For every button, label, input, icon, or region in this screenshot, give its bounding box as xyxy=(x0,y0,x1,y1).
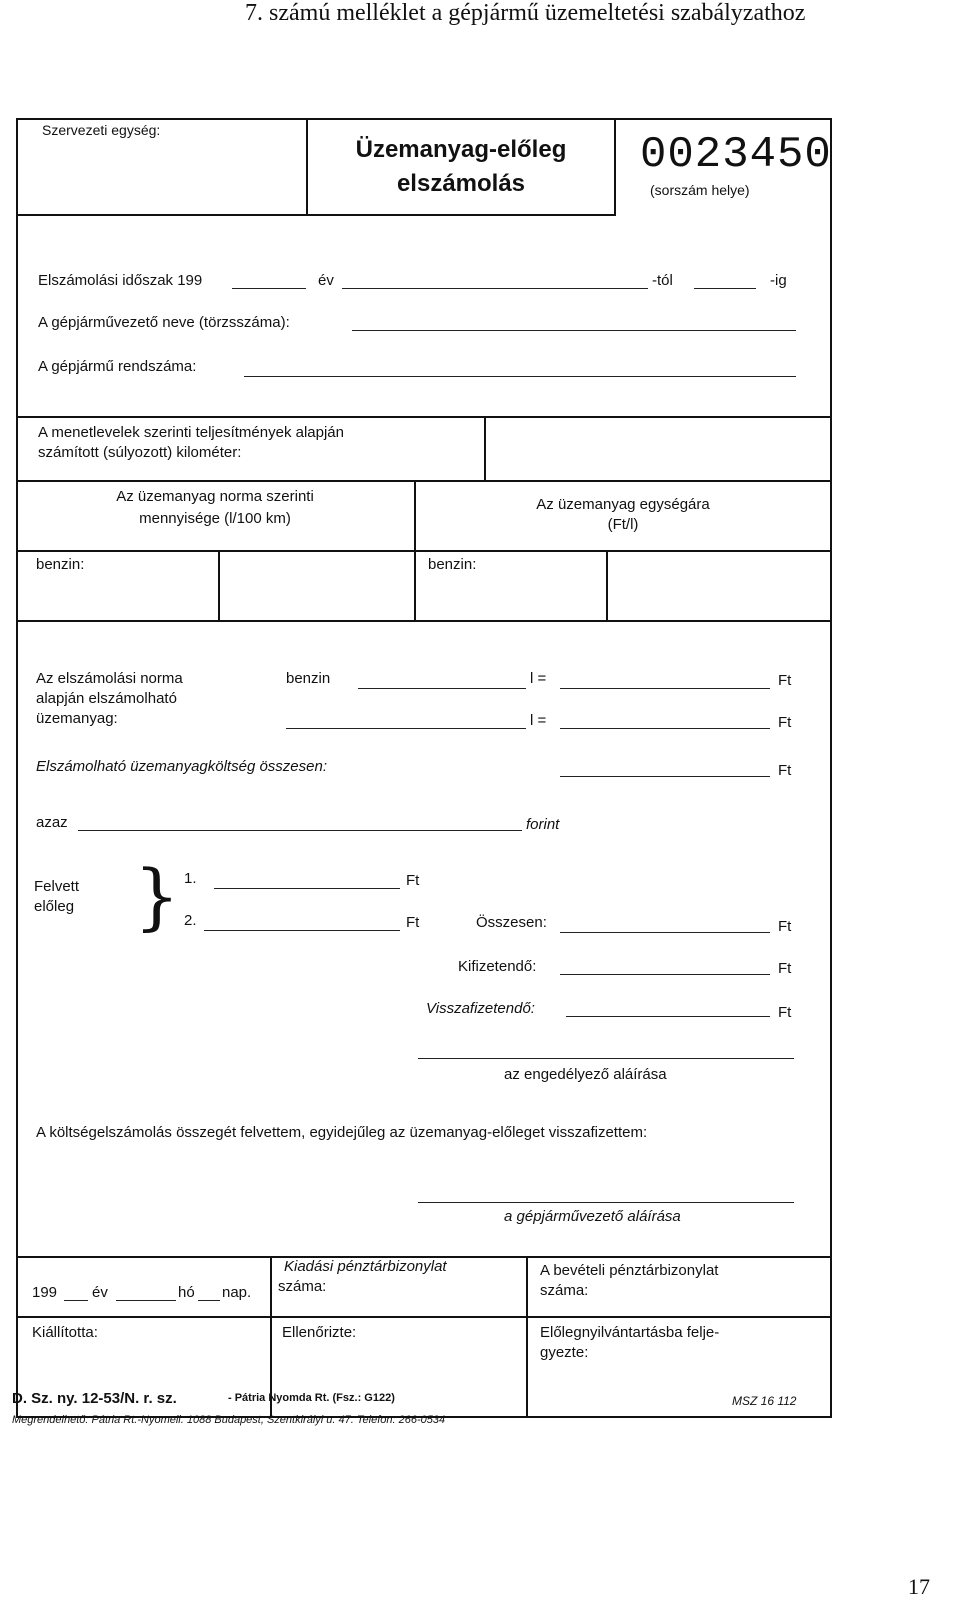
payout-voucher-label-line1: Kiadási pénztárbizonylat xyxy=(284,1258,447,1275)
benzin-norm-label: benzin: xyxy=(36,556,85,573)
ft-3: Ft xyxy=(778,762,792,779)
period-year-line[interactable] xyxy=(232,288,306,289)
payout-voucher-label-line2: száma: xyxy=(278,1278,327,1295)
settle-label-line3: üzemanyag: xyxy=(36,710,118,727)
plate-line[interactable] xyxy=(244,376,796,377)
refund-label: Visszafizetendő: xyxy=(426,1000,535,1017)
date-day-line[interactable] xyxy=(198,1300,220,1301)
km-label-line2: számított (súlyozott) kilométer: xyxy=(38,444,242,461)
title-divider-left xyxy=(306,118,308,216)
ft-payable: Ft xyxy=(778,960,792,977)
approver-signature-caption: az engedélyező aláírása xyxy=(504,1066,667,1083)
norm-table-bottom xyxy=(16,620,832,622)
settle-benzin-ft-line[interactable] xyxy=(560,688,770,689)
form-title-line1: Üzemanyag-előleg xyxy=(355,136,567,163)
approver-signature-line[interactable] xyxy=(418,1058,794,1059)
payable-label: Kifizetendő: xyxy=(458,958,537,975)
advance-2-label: 2. xyxy=(184,912,197,929)
serial-caption: (sorszám helye) xyxy=(650,182,750,198)
statement-text: A költségelszámolás összegét felvettem, egyidejűleg az üzemanyag-előleget visszafizettem: xyxy=(36,1124,648,1141)
driver-signature-caption: a gépjárművezető aláírása xyxy=(504,1208,681,1225)
issuer-label: Kiállította: xyxy=(32,1324,98,1341)
serial-number: 0023450 xyxy=(640,130,832,180)
settle-other-qty-line[interactable] xyxy=(286,728,526,729)
page-number: 17 xyxy=(908,1574,930,1599)
date-day-label: nap. xyxy=(222,1284,252,1301)
printer-info: - Pátria Nyomda Rt. (Fsz.: G122) xyxy=(228,1392,395,1404)
ft-1: Ft xyxy=(778,672,792,689)
advance-1-label: 1. xyxy=(184,870,197,887)
price-value-divider xyxy=(606,550,608,620)
km-top-line xyxy=(16,416,832,418)
advance-1-line[interactable] xyxy=(214,888,400,889)
advance-label-line2: előleg xyxy=(34,898,75,915)
settle-label-line2: alapján elszámolható xyxy=(36,690,177,707)
total-label: Összesen: xyxy=(476,914,547,931)
order-info: Megrendelhető: Pátria Rt.-Nyomeli. 1088 Budapest, Szentkirályi u. 47. Telefon: 266-0534 xyxy=(12,1414,446,1426)
liter-eq-2: l = xyxy=(530,712,547,729)
advance-label-line1: Felvett xyxy=(34,878,80,895)
driver-name-line[interactable] xyxy=(352,330,796,331)
price-header-line1: Az üzemanyag egységára xyxy=(536,496,710,513)
norm-value-divider xyxy=(218,550,220,620)
advance-2-line[interactable] xyxy=(204,930,400,931)
checked-by-label: Ellenőrizte: xyxy=(282,1324,357,1341)
form-title-line2: elszámolás xyxy=(396,170,526,197)
driver-label: A gépjárművezető neve (törzsszáma): xyxy=(38,314,290,331)
receipt-voucher-label-line2: száma: xyxy=(540,1282,589,1299)
period-label: Elszámolási időszak 199 xyxy=(38,272,203,289)
azaz-label: azaz xyxy=(36,814,68,831)
date-month-line[interactable] xyxy=(116,1300,176,1301)
km-label-line1: A menetlevelek szerinti teljesítmények alapján xyxy=(38,424,344,441)
norm-table-top xyxy=(16,480,832,482)
ft-advance-1: Ft xyxy=(406,872,420,889)
km-divider xyxy=(484,416,486,480)
refund-line[interactable] xyxy=(566,1016,770,1017)
period-year-label: év xyxy=(318,272,334,289)
bottom-grid-middle xyxy=(16,1316,832,1318)
date-year-line[interactable] xyxy=(64,1300,88,1301)
brace-icon: } xyxy=(134,854,180,938)
form-code: D. Sz. ny. 12-53/N. r. sz. xyxy=(12,1390,177,1407)
amount-in-words-line[interactable] xyxy=(78,830,522,831)
date-year-label: év xyxy=(92,1284,108,1301)
ft-total: Ft xyxy=(778,918,792,935)
forint-label: forint xyxy=(526,816,560,833)
settle-benzin-qty-line[interactable] xyxy=(358,688,526,689)
bottom-grid-col2 xyxy=(526,1256,528,1416)
ledger-label-line1: Előlegnyilvántartásba felje- xyxy=(540,1324,720,1341)
org-unit-label: Szervezeti egység: xyxy=(42,122,161,138)
title-bottom-line xyxy=(16,214,614,216)
ledger-label-line2: gyezte: xyxy=(540,1344,589,1361)
settle-other-ft-line[interactable] xyxy=(560,728,770,729)
plate-label: A gépjármű rendszáma: xyxy=(38,358,197,375)
total-cost-line[interactable] xyxy=(560,776,770,777)
ft-advance-2: Ft xyxy=(406,914,420,931)
driver-signature-line[interactable] xyxy=(418,1202,794,1203)
date-year-prefix: 199 xyxy=(32,1284,58,1301)
norm-table-row-line xyxy=(16,550,832,552)
period-to-label: -ig xyxy=(770,272,787,289)
period-to-line[interactable] xyxy=(694,288,756,289)
period-from-label: -tól xyxy=(652,272,673,289)
ft-2: Ft xyxy=(778,714,792,731)
period-date-line[interactable] xyxy=(342,288,648,289)
price-header-line2: (Ft/l) xyxy=(607,516,639,533)
norm-header-line2: mennyisége (l/100 km) xyxy=(139,510,291,527)
ft-refund: Ft xyxy=(778,1004,792,1021)
receipt-voucher-label-line1: A bevételi pénztárbizonylat xyxy=(540,1262,719,1279)
payable-line[interactable] xyxy=(560,974,770,975)
annex-title: 7. számú melléklet a gépjármű üzemeltetési szabályzathoz xyxy=(245,0,806,26)
title-divider-right xyxy=(614,118,616,216)
date-month-label: hó xyxy=(178,1284,195,1301)
msz-code: MSZ 16 112 xyxy=(732,1394,797,1408)
settle-label-line1: Az elszámolási norma xyxy=(36,670,183,687)
norm-header-line1: Az üzemanyag norma szerinti xyxy=(116,488,314,505)
liter-eq-1: l = xyxy=(530,670,547,687)
total-line[interactable] xyxy=(560,932,770,933)
total-cost-label: Elszámolható üzemanyagköltség összesen: xyxy=(36,758,327,775)
settle-benzin-label: benzin xyxy=(286,670,331,687)
benzin-price-label: benzin: xyxy=(428,556,477,573)
